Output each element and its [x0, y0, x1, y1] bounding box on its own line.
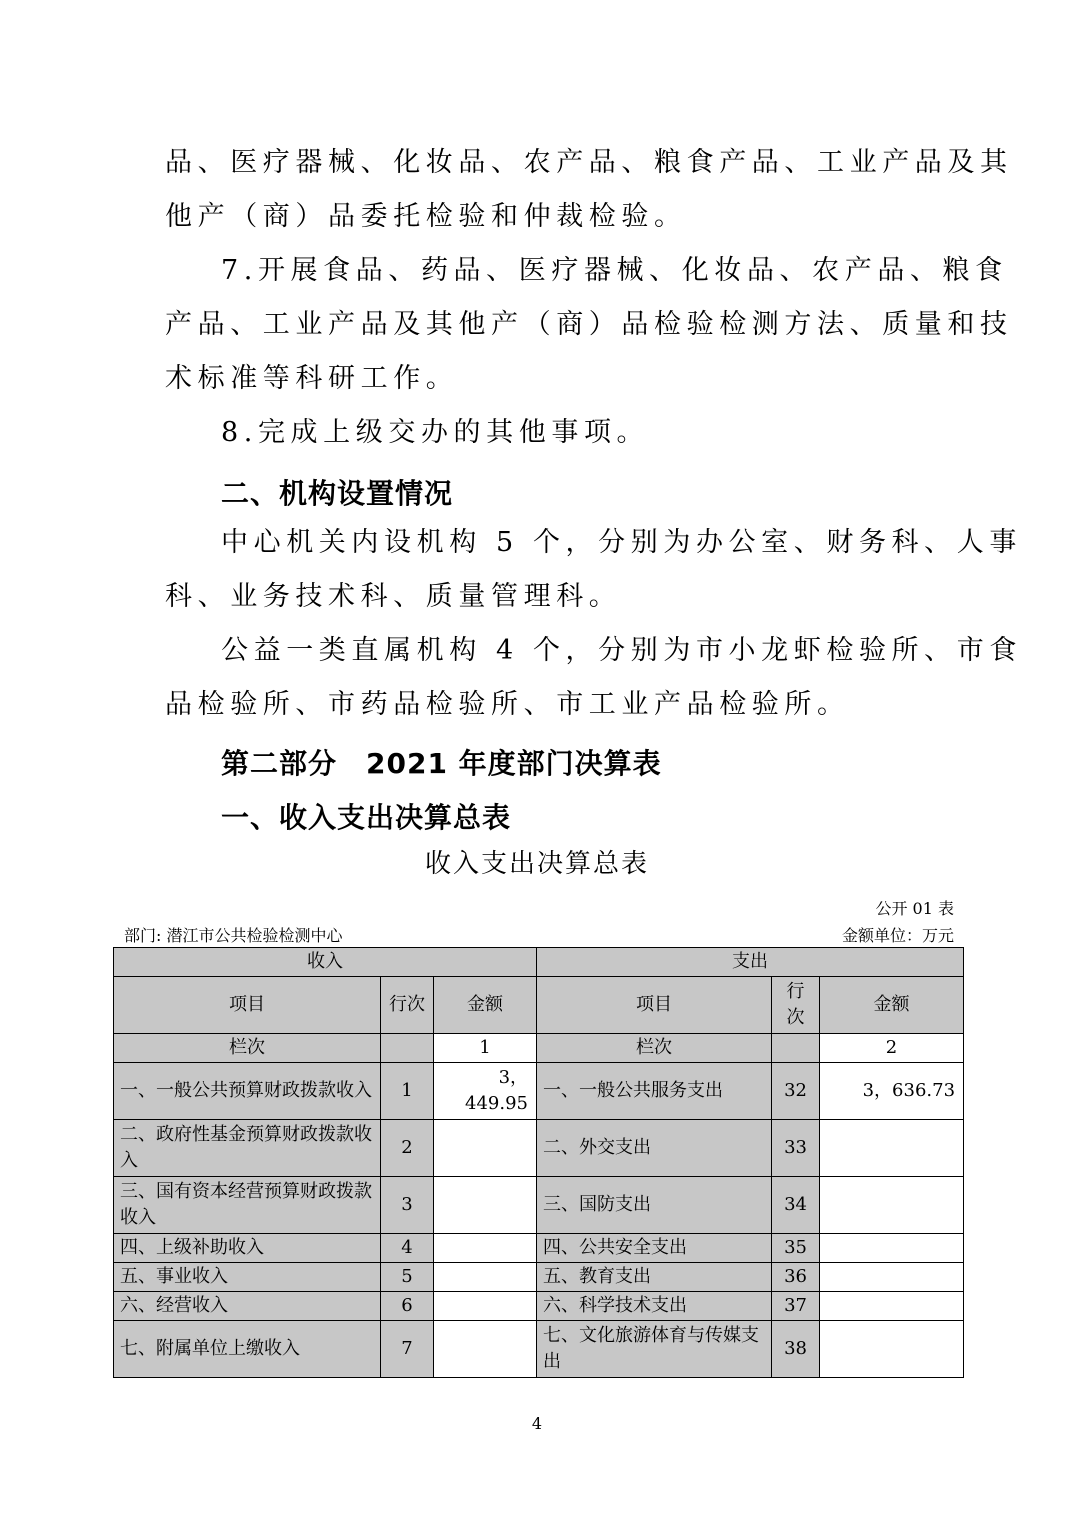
text-line: 品、医疗器械、化妆品、农产品、粮食产品、工业产品及其	[165, 147, 1013, 178]
table-section-heading: 一、收入支出决算总表	[221, 801, 512, 834]
income-amount	[434, 1120, 537, 1177]
income-amount-header: 金额	[434, 977, 537, 1034]
income-row-no: 2	[381, 1120, 434, 1177]
expense-row-no: 35	[772, 1234, 820, 1263]
expense-item: 一、一般公共服务支出	[537, 1063, 772, 1120]
income-row-no: 3	[381, 1177, 434, 1234]
income-item: 七、附属单位上缴收入	[114, 1321, 381, 1378]
income-item: 六、经营收入	[114, 1292, 381, 1321]
expense-amount	[820, 1321, 964, 1378]
expense-item: 七、文化旅游体育与传媒支出	[537, 1321, 772, 1378]
expense-row-no: 37	[772, 1292, 820, 1321]
expense-amount	[820, 1234, 964, 1263]
paragraph-duty-7	[165, 244, 1013, 406]
expense-item: 五、教育支出	[537, 1263, 772, 1292]
department-label: 部门: 潜江市公共检验检测中心	[124, 926, 343, 945]
expense-row-no: 33	[772, 1120, 820, 1177]
order-label: 栏次	[537, 1034, 772, 1063]
order-blank	[772, 1034, 820, 1063]
expense-group-header: 支出	[537, 948, 964, 977]
section-heading-org: 二、机构设置情况	[221, 477, 454, 510]
part-heading: 第二部分 2021 年度部门决算表	[221, 747, 662, 780]
expense-amount	[820, 1120, 964, 1177]
income-amount	[434, 1263, 537, 1292]
expense-amount	[820, 1292, 964, 1321]
income-row-no: 5	[381, 1263, 434, 1292]
expense-row-no: 34	[772, 1177, 820, 1234]
unit-label: 金额单位：万元	[841, 926, 954, 945]
text-line: 8.完成上级交办的其他事项。	[221, 417, 650, 448]
table-order-row	[114, 1034, 964, 1063]
income-amount	[434, 1321, 537, 1378]
table-row	[114, 1177, 964, 1234]
expense-amount	[820, 1263, 964, 1292]
expense-row-no: 32	[772, 1063, 820, 1120]
table-row	[114, 1120, 964, 1177]
expense-row-no: 36	[772, 1263, 820, 1292]
text-line: 产品、工业产品及其他产（商）品检验检测方法、质量和技	[165, 309, 1013, 340]
income-amount	[434, 1177, 537, 1234]
income-item: 二、政府性基金预算财政拨款收入	[114, 1120, 381, 1177]
order-label: 栏次	[114, 1034, 381, 1063]
expense-row-no: 38	[772, 1321, 820, 1378]
income-row-no: 1	[381, 1063, 434, 1120]
expense-item: 二、外交支出	[537, 1120, 772, 1177]
income-amount	[434, 1234, 537, 1263]
income-row-header: 行次	[381, 977, 434, 1034]
paragraph-affiliated-units	[165, 624, 1022, 732]
expense-item: 四、公共安全支出	[537, 1234, 772, 1263]
table-row	[114, 1063, 964, 1120]
income-amount: 3，449.95	[434, 1063, 537, 1120]
text-line: 科、业务技术科、质量管理科。	[165, 581, 622, 612]
income-item: 四、上级补助收入	[114, 1234, 381, 1263]
income-col-number: 1	[434, 1034, 537, 1063]
table-title: 收入支出决算总表	[424, 849, 649, 879]
text-line: 公益一类直属机构 4 个，分别为市小龙虾检验所、市食	[221, 635, 1022, 666]
expense-amount: 3，636.73	[820, 1063, 964, 1120]
income-row-no: 7	[381, 1321, 434, 1378]
text-line: 中心机关内设机构 5 个，分别为办公室、财务科、人事	[221, 527, 1022, 558]
income-item: 一、一般公共预算财政拨款收入	[114, 1063, 381, 1120]
paragraph-duty-8	[165, 406, 915, 460]
expense-item: 六、科学技术支出	[537, 1292, 772, 1321]
text-line: 7.开展食品、药品、医疗器械、化妆品、农产品、粮食	[221, 255, 1008, 286]
paragraph-duties-cont	[165, 136, 1013, 244]
text-line: 他产（商）品委托检验和仲裁检验。	[165, 201, 687, 232]
income-row-no: 6	[381, 1292, 434, 1321]
expense-item: 三、国防支出	[537, 1177, 772, 1234]
income-expense-table	[113, 947, 964, 1378]
expense-col-number: 2	[820, 1034, 964, 1063]
table-code: 公开 01 表	[875, 899, 954, 918]
text-line: 术标准等科研工作。	[165, 363, 459, 394]
table-row	[114, 1234, 964, 1263]
text-line: 品检验所、市药品检验所、市工业产品检验所。	[165, 689, 850, 720]
table-row	[114, 1263, 964, 1292]
income-item: 五、事业收入	[114, 1263, 381, 1292]
income-row-no: 4	[381, 1234, 434, 1263]
income-amount	[434, 1292, 537, 1321]
paragraph-internal-units	[165, 516, 1022, 624]
expense-row-header: 行次	[772, 977, 820, 1034]
expense-amount-header: 金额	[820, 977, 964, 1034]
income-item: 三、国有资本经营预算财政拨款收入	[114, 1177, 381, 1234]
income-group-header: 收入	[114, 948, 537, 977]
expense-amount	[820, 1177, 964, 1234]
table-group-header-row	[114, 948, 964, 977]
table-row	[114, 1292, 964, 1321]
expense-item-header: 项目	[537, 977, 772, 1034]
order-blank	[381, 1034, 434, 1063]
page-number: 4	[531, 1414, 543, 1433]
table-row	[114, 1321, 964, 1378]
income-item-header: 项目	[114, 977, 381, 1034]
table-column-header-row	[114, 977, 964, 1034]
